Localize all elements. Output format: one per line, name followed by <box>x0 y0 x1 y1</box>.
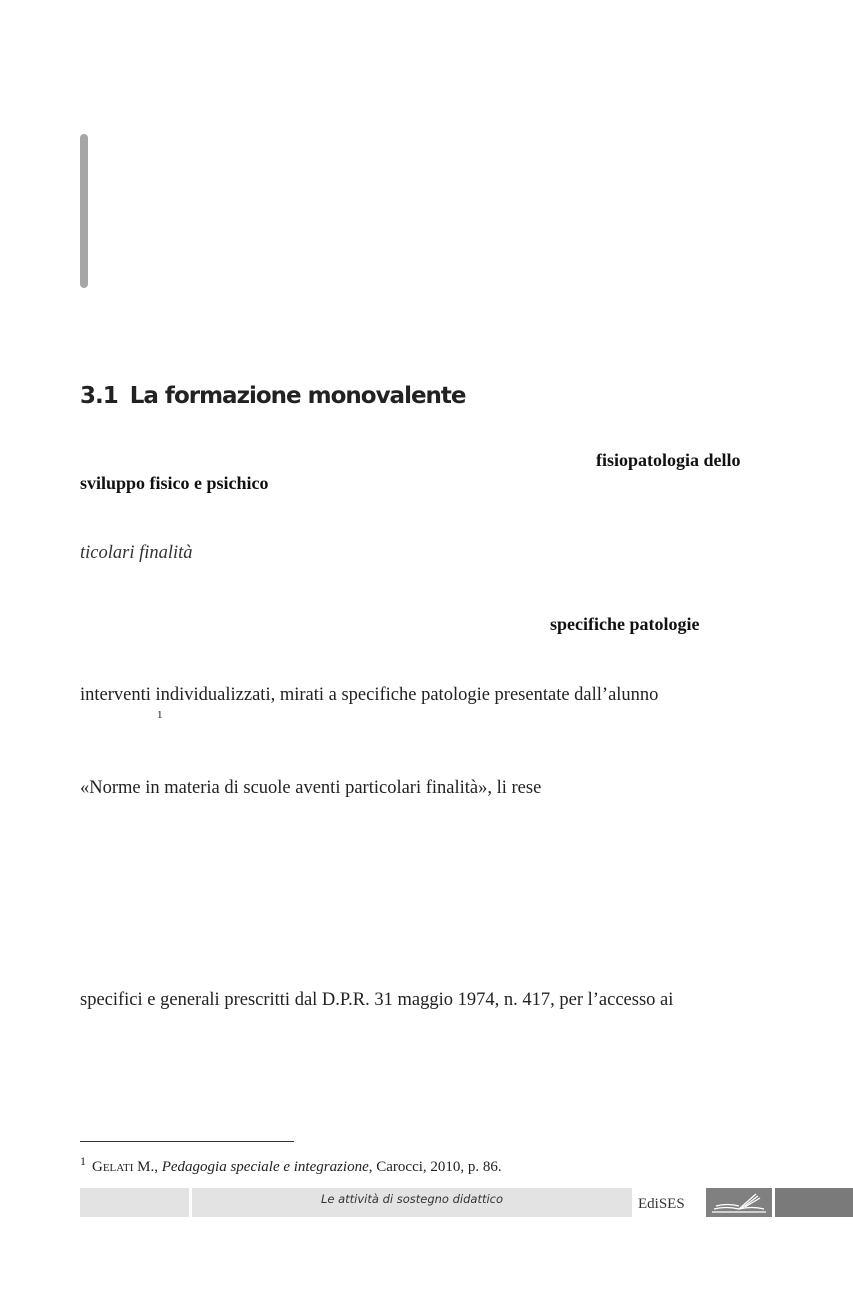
text-line: interventi individualizzati, mirati a specifiche patologie presentate dall’alunno <box>80 685 659 705</box>
footnote-details: , Carocci, 2010, p. 86. <box>368 1159 502 1175</box>
text-fragment-italic: ticolari finalità <box>80 543 193 563</box>
footnote-book-title: Pedagogia speciale e integrazione <box>161 1159 369 1175</box>
publisher-name: EdiSES <box>638 1196 685 1212</box>
book-logo-icon <box>706 1188 772 1217</box>
footnote-author: Gelati M., <box>92 1159 158 1175</box>
footnote <box>80 1154 502 1176</box>
section-title: La formazione monovalente <box>129 383 466 409</box>
text-fragment-bold: sviluppo fisico e psichico <box>80 473 269 493</box>
section-number: 3.1 <box>80 383 118 409</box>
text-line: specifici e generali prescritti dal D.P.R. 31 maggio 1974, n. 417, per l’accesso ai <box>80 990 674 1010</box>
footer-segment-dark <box>775 1188 853 1217</box>
footnote-number: 1 <box>80 1154 86 1168</box>
sidebar-accent-bar <box>80 134 88 288</box>
text-fragment-bold: specifiche patologie <box>550 614 700 634</box>
footnote-marker: 1 <box>157 709 163 721</box>
footnote-divider <box>80 1141 294 1142</box>
footer-title: Le attività di sostegno didattico <box>320 1192 504 1206</box>
footer-segment <box>80 1188 189 1217</box>
page-footer <box>80 1188 853 1217</box>
section-heading <box>80 383 466 409</box>
footer-publisher-box <box>632 1188 704 1217</box>
footer-title-box <box>192 1188 632 1217</box>
text-line: «Norme in materia di scuole aventi particolari finalità», li rese <box>80 778 542 798</box>
text-fragment-bold: fisiopatologia dello <box>596 450 741 470</box>
